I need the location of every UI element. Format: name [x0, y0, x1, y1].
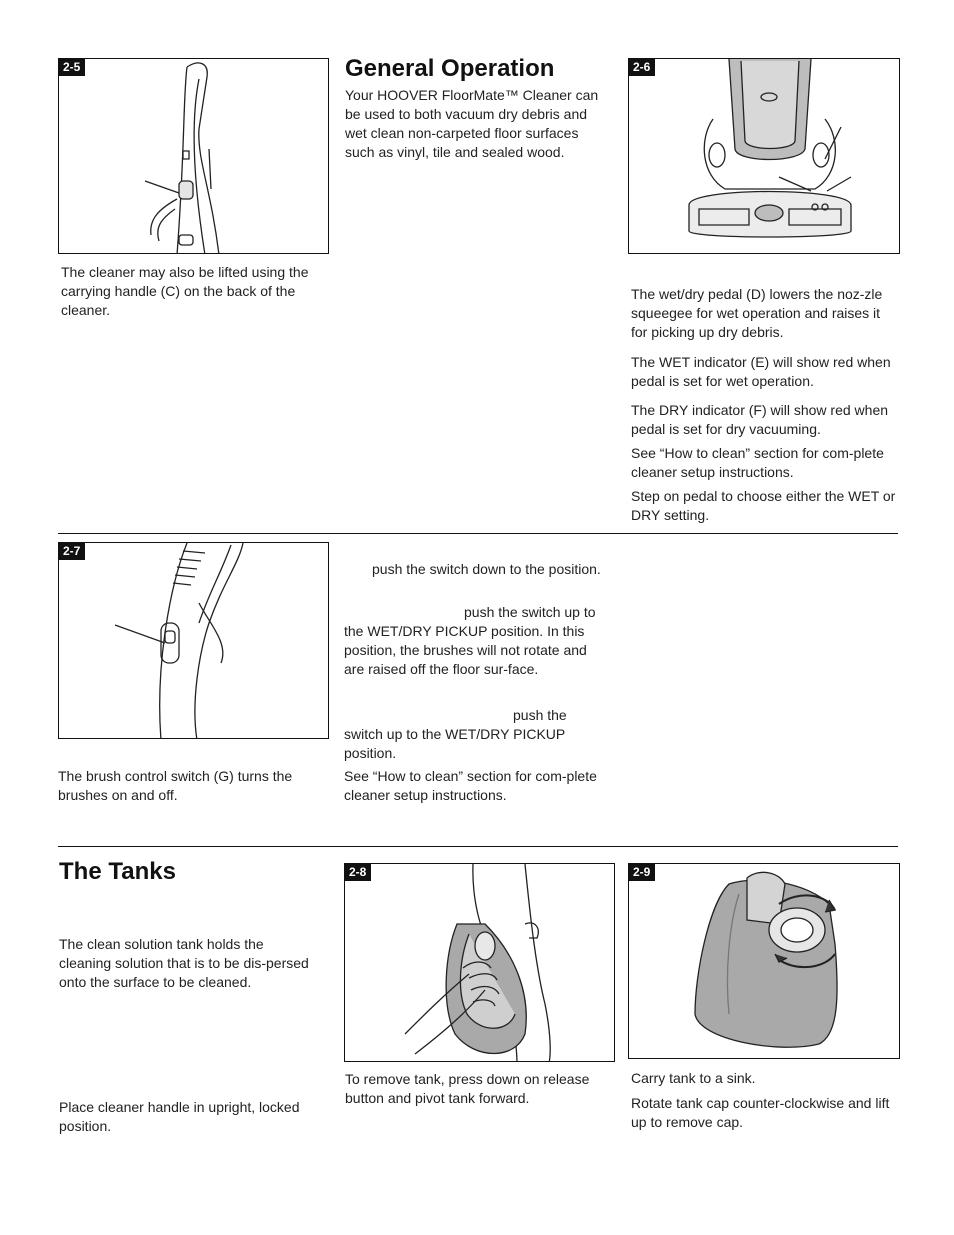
fig-2-5-caption: The cleaner may also be lifted using the carrying handle (C) on the back of the cleaner. — [61, 264, 309, 318]
tank-removal-illustration — [345, 864, 615, 1062]
tanks-step-upright: Place cleaner handle in upright, locked position. — [59, 1099, 300, 1134]
fig-2-9-caption-carry: Carry tank to a sink. — [631, 1070, 756, 1086]
brush-switch-text-see-how-to-clean: See “How to clean” section for com-plete cleaner setup instructions. — [344, 768, 597, 803]
fig-2-6-text-step-on-pedal: Step on pedal to choose either the WET or DRY setting. — [631, 488, 896, 523]
fig-2-7-caption: The brush control switch (G) turns the brushes on and off. — [58, 768, 293, 803]
tanks-intro: The clean solution tank holds the cleaning solution that is to be dis-persed onto the surface to be cleaned. — [59, 936, 309, 990]
brush-switch-text-1: push the switch down to the position. — [372, 561, 601, 577]
general-operation-intro: Your HOOVER FloorMate™ Cleaner can be used to both vacuum dry debris and wet clean non-carpeted floor surfaces such as vinyl, tile and sealed wood. — [345, 87, 599, 160]
fig-2-6-text-pedal: The wet/dry pedal (D) lowers the noz-zle squeegee for wet operation and raises it for picking up dry debris. — [631, 286, 883, 340]
fig-2-8-caption: To remove tank, press down on release button and pivot tank forward. — [345, 1071, 590, 1106]
section-heading-the-tanks: The Tanks — [59, 858, 176, 885]
fig-2-9-caption-rotate: Rotate tank cap counter-clockwise and lift up to remove cap. — [631, 1095, 890, 1130]
fig-2-6-text-wet-indicator: The WET indicator (E) will show red when pedal is set for wet operation. — [631, 354, 891, 389]
brush-switch-text-3: push the switch up to the WET/DRY PICKUP position. — [344, 707, 567, 761]
figure-2-9 — [628, 863, 900, 1059]
section-heading-general-operation: General Operation — [345, 55, 555, 82]
brush-switch-illustration — [59, 543, 329, 739]
figure-2-8 — [344, 863, 615, 1062]
brush-switch-text-2: push the switch up to the WET/DRY PICKUP position. In this position, the brushes will not rotate and are raised off the floor sur-face. — [344, 604, 596, 677]
figure-2-5 — [58, 58, 329, 254]
cleaner-handle-illustration — [59, 59, 329, 254]
figure-tag: 2-6 — [629, 59, 655, 76]
fig-2-6-text-see-how-to-clean: See “How to clean” section for com-plete cleaner setup instructions. — [631, 445, 884, 480]
section-divider — [58, 846, 898, 847]
figure-tag: 2-5 — [59, 59, 85, 76]
figure-2-6 — [628, 58, 900, 254]
fig-2-6-text-dry-indicator: The DRY indicator (F) will show red when pedal is set for dry vacuuming. — [631, 402, 889, 437]
cleaner-base-illustration — [629, 59, 900, 254]
figure-tag: 2-9 — [629, 864, 655, 881]
tank-cap-illustration — [629, 864, 900, 1059]
figure-2-7 — [58, 542, 329, 739]
figure-tag: 2-7 — [59, 543, 85, 560]
section-divider — [58, 533, 898, 534]
figure-tag: 2-8 — [345, 864, 371, 881]
